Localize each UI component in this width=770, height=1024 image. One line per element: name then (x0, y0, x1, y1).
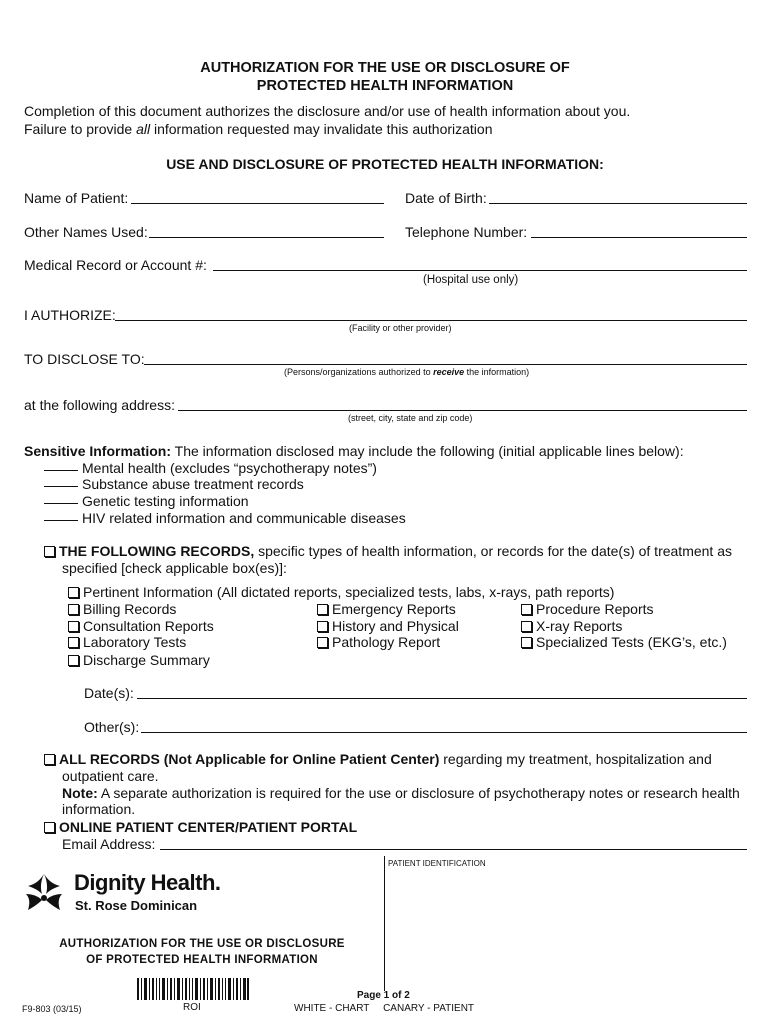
barcode-icon (137, 978, 249, 1000)
checkbox-icon[interactable] (44, 546, 55, 557)
facility-hint: (Facility or other provider) (349, 323, 452, 333)
sensitive-item[interactable]: Mental health (excludes “psychotherapy notes”) (44, 460, 377, 476)
initial-blank[interactable] (44, 470, 78, 471)
laboratory-tests-option[interactable]: Laboratory Tests (68, 634, 186, 650)
section-title: USE AND DISCLOSURE OF PROTECTED HEALTH INFORMATION: (166, 156, 604, 172)
patient-id-divider (384, 856, 385, 991)
medical-record-field[interactable] (213, 270, 747, 271)
emergency-reports-option[interactable]: Emergency Reports (317, 601, 456, 617)
xray-reports-option[interactable]: X-ray Reports (521, 618, 622, 634)
sensitive-info-heading: Sensitive Information: The information disclosed may include the following (initial applicable lines below): (24, 443, 684, 459)
patient-name-field[interactable] (131, 203, 384, 204)
checkbox-icon[interactable] (317, 637, 328, 648)
form-number: F9-803 (03/15) (22, 1004, 82, 1014)
pathology-report-option[interactable]: Pathology Report (317, 634, 440, 650)
email-label: Email Address: (62, 836, 156, 852)
checkbox-icon[interactable] (68, 637, 79, 648)
address-field[interactable] (178, 410, 747, 411)
checkbox-icon[interactable] (44, 822, 55, 833)
logo-name: Dignity Health. (74, 870, 221, 895)
telephone-field[interactable] (531, 237, 747, 238)
checkbox-icon[interactable] (521, 637, 532, 648)
logo-subtitle: St. Rose Dominican (75, 898, 198, 913)
checkbox-icon[interactable] (44, 754, 55, 765)
dignity-health-logo (22, 870, 66, 919)
pertinent-info-option[interactable]: Pertinent Information (All dictated reports, specialized tests, labs, x-rays, path reports) (68, 584, 614, 600)
authorize-field[interactable] (115, 320, 747, 321)
footer-title-line2: OF PROTECTED HEALTH INFORMATION (86, 954, 318, 966)
checkbox-icon[interactable] (317, 621, 328, 632)
checkbox-icon[interactable] (68, 621, 79, 632)
other-names-field[interactable] (149, 237, 384, 238)
all-records-option[interactable]: ALL RECORDS (Not Applicable for Online Patient Center) regarding my treatment, hospitalization and (44, 751, 712, 767)
footer-title-line1: AUTHORIZATION FOR THE USE OR DISCLOSURE (59, 938, 345, 950)
dates-field[interactable] (137, 698, 747, 699)
initial-blank[interactable] (44, 503, 78, 504)
dates-label: Date(s): (84, 685, 134, 701)
checkbox-icon[interactable] (521, 604, 532, 615)
page-number: Page 1 of 2 (357, 990, 410, 1001)
initial-blank[interactable] (44, 520, 78, 521)
form-title-line2: PROTECTED HEALTH INFORMATION (256, 78, 514, 94)
address-label: at the following address: (24, 397, 175, 413)
checkbox-icon[interactable] (68, 587, 79, 598)
history-physical-option[interactable]: History and Physical (317, 618, 459, 634)
all-records-note-line2: information. (62, 801, 136, 817)
sensitive-item[interactable]: Genetic testing information (44, 493, 249, 509)
medical-record-label: Medical Record or Account #: (24, 257, 207, 273)
following-records-option[interactable]: THE FOLLOWING RECORDS, specific types of health information, or records for the date(s) of treatment as (44, 543, 732, 559)
initial-blank[interactable] (44, 486, 78, 487)
others-label: Other(s): (84, 719, 140, 735)
patient-portal-option[interactable]: ONLINE PATIENT CENTER/PATIENT PORTAL (44, 819, 357, 835)
other-names-label: Other Names Used: (24, 224, 148, 240)
procedure-reports-option[interactable]: Procedure Reports (521, 601, 654, 617)
disclose-to-field[interactable] (144, 364, 747, 365)
authorize-label: I AUTHORIZE: (24, 307, 116, 323)
disclose-to-label: TO DISCLOSE TO: (24, 351, 145, 367)
email-field[interactable] (160, 849, 747, 850)
discharge-summary-option[interactable]: Discharge Summary (68, 652, 210, 668)
disclose-hint: (Persons/organizations authorized to receive the information) (284, 367, 530, 377)
specialized-tests-option[interactable]: Specialized Tests (EKG’s, etc.) (521, 634, 727, 650)
roi-label: ROI (183, 1002, 201, 1013)
following-records-subtext: specified [check applicable box(es)]: (62, 560, 287, 576)
intro-text-line1: Completion of this document authorizes the disclosure and/or use of health information about you. (24, 103, 631, 119)
barcode (137, 978, 249, 1005)
others-field[interactable] (141, 732, 747, 733)
copy-distribution: WHITE - CHART CANARY - PATIENT (294, 1003, 475, 1014)
consultation-reports-option[interactable]: Consultation Reports (68, 618, 214, 634)
dob-label: Date of Birth: (405, 190, 487, 206)
sensitive-item[interactable]: Substance abuse treatment records (44, 476, 304, 492)
address-hint: (street, city, state and zip code) (348, 413, 473, 423)
sensitive-item[interactable]: HIV related information and communicable diseases (44, 510, 406, 526)
patient-id-label: PATIENT IDENTIFICATION (388, 859, 486, 868)
checkbox-icon[interactable] (317, 604, 328, 615)
dob-field[interactable] (489, 203, 747, 204)
all-records-subtext: outpatient care. (62, 768, 159, 784)
all-records-note: Note: A separate authorization is required for the use or disclosure of psychotherapy notes or research health (62, 785, 740, 801)
billing-records-option[interactable]: Billing Records (68, 601, 176, 617)
patient-name-label: Name of Patient: (24, 190, 129, 206)
checkbox-icon[interactable] (68, 604, 79, 615)
telephone-label: Telephone Number: (405, 224, 528, 240)
checkbox-icon[interactable] (521, 621, 532, 632)
intro-text-line2: Failure to provide all information requested may invalidate this authorization (24, 121, 493, 137)
dignity-health-icon (22, 870, 66, 914)
form-title-line1: AUTHORIZATION FOR THE USE OR DISCLOSURE OF (200, 60, 570, 76)
checkbox-icon[interactable] (68, 655, 79, 666)
hospital-use-hint: (Hospital use only) (423, 274, 519, 286)
